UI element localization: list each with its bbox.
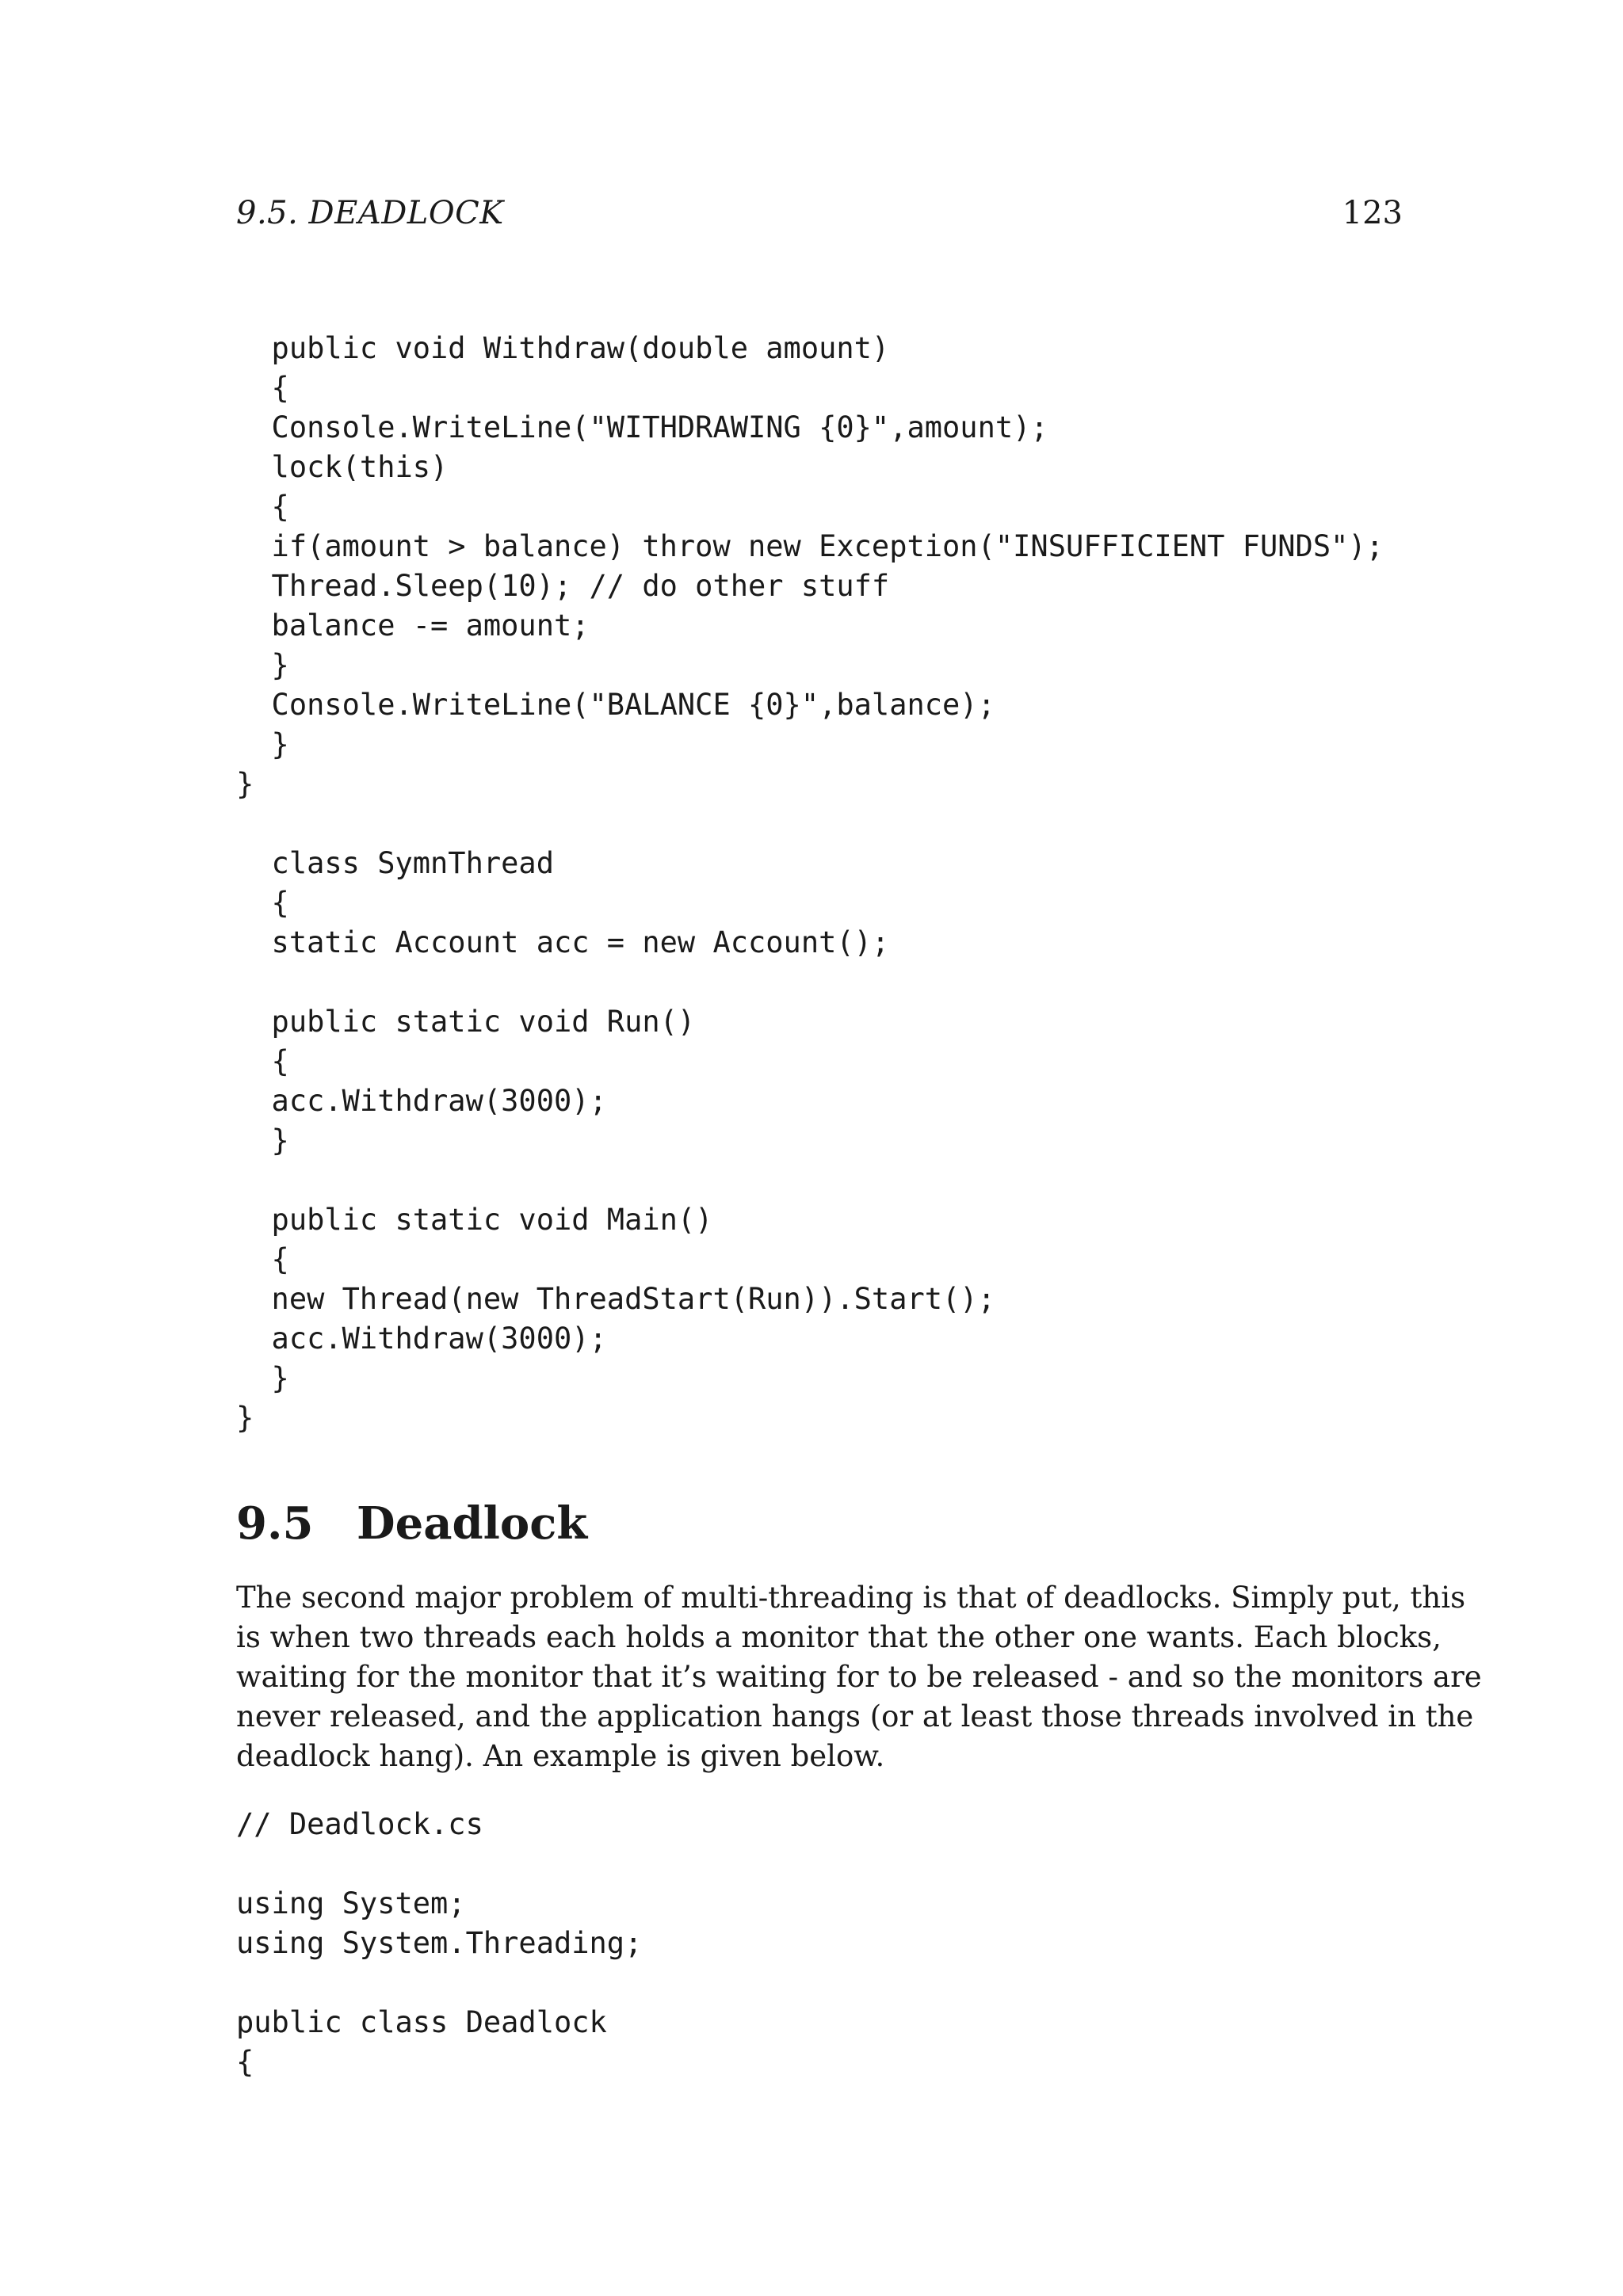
code-line: acc.Withdraw(3000); [236,1084,607,1118]
section-number: 9.5 [236,1497,314,1550]
code-line: } [236,727,289,761]
code-line [236,804,1384,844]
code-line: Console.WriteLine("WITHDRAWING {0}",amount); [236,410,1048,444]
code-line: static Account acc = new Account(); [236,925,890,959]
code-line [236,1161,1384,1200]
code-line: acc.Withdraw(3000); [236,1322,607,1356]
code-listing-bottom [236,1805,642,2082]
code-line: } [236,1401,254,1435]
code-line: using System.Threading; [236,1926,643,1960]
code-listing-top [236,329,1384,1438]
code-line: lock(this) [236,450,449,484]
paragraph-line: is when two threads each holds a monitor that the other one wants. Each blocks, [236,1620,1442,1654]
code-line: } [236,1361,289,1395]
running-title: 9.5. DEADLOCK [236,195,504,231]
code-line: Console.WriteLine("BALANCE {0}",balance); [236,688,995,722]
paragraph-line: deadlock hang). An example is given below. [236,1739,885,1773]
code-line: Thread.Sleep(10); // do other stuff [236,569,890,603]
code-line: } [236,767,254,801]
page-number: 123 [1342,195,1403,231]
code-line: { [236,1242,289,1276]
code-line: // Deadlock.cs [236,1807,483,1841]
section-title: Deadlock [357,1497,588,1550]
code-line: balance -= amount; [236,608,590,643]
page-header [236,195,1403,242]
code-line [236,1963,642,2003]
code-line: public static void Main() [236,1203,713,1237]
paragraph-line: The second major problem of multi-threading is that of deadlocks. Simply put, this [236,1581,1466,1615]
code-line: new Thread(new ThreadStart(Run)).Start(); [236,1282,995,1316]
section-heading [236,1496,587,1551]
paragraph-line: waiting for the monitor that it’s waiting for to be released - and so the monitors are [236,1660,1482,1694]
code-line: } [236,648,289,682]
code-line: public static void Run() [236,1005,696,1039]
code-line: { [236,886,289,920]
body-paragraph [236,1578,1482,1776]
code-line: { [236,371,289,405]
code-line: { [236,1044,289,1078]
code-line: if(amount > balance) throw new Exception("INSUFFICIENT FUNDS"); [236,529,1384,563]
code-line: public void Withdraw(double amount) [236,331,890,365]
code-line: { [236,2045,254,2079]
code-line: { [236,490,289,524]
code-line [236,1844,642,1884]
paragraph-line: never released, and the application hangs (or at least those threads involved in the [236,1699,1474,1733]
code-line [236,963,1384,1002]
code-line: using System; [236,1886,466,1920]
code-line: } [236,1123,289,1158]
code-line: class SymnThread [236,846,554,880]
code-line: public class Deadlock [236,2005,607,2039]
